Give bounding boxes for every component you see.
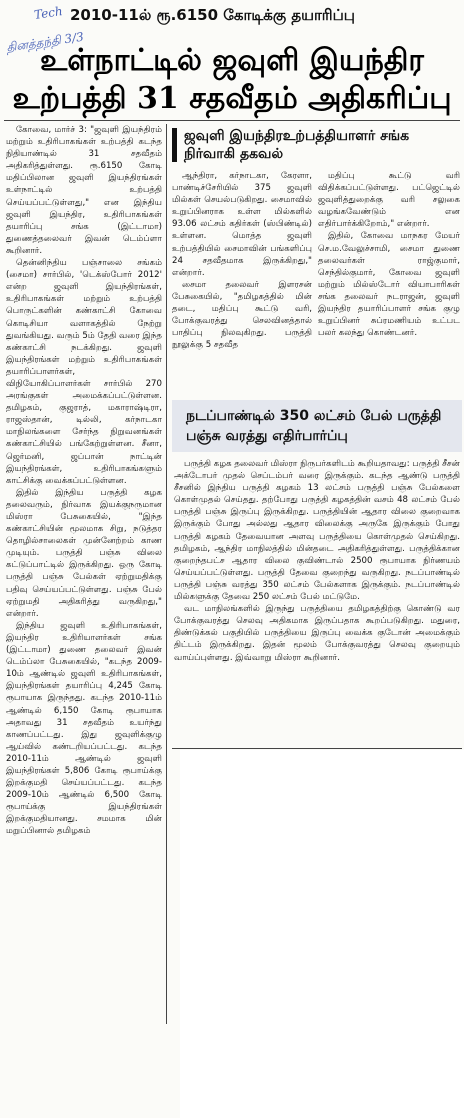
- article-paragraph: தென்னிந்திய பஞ்சாலை சங்கம் (சைமா) சார்பில், 'டெக்ஸ்போர் 2012' என்ற ஜவுளி இயந்திரங்கள், உதிரிபாகங்கள் மற்றும் உற்பத்தி பொருட்களின் கண்காட்சி கோவை கொடிசியா வளாகத்தில் நேற்று துவங்கியது. வரும் 5ம் தேதி வரை இந்த கண்காட்சி நடக்கிறது. ஜவுளி இயந்திரங்கள் மற்றும் உதிரிபாகங்கள் தயாரிப்பாளர்கள், விநியோகிப்பாளர்கள் சார்பில் 270 அரங்குகள் அமைக்கப்பட்டுள்ளன. தமிழகம், குஜராத், மகாராஷ்டிரா, ராஜஸ்தான், டில்லி, கர்நாடகா மாநிலங்களை சேர்ந்த நிறுவனங்கள் கண்காட்சியில் பங்கேற்றுள்ளன. சீனா, ஜெர்மனி, ஜப்பான் நாட்டின் இயந்திரங்கள், உதிரிபாகங்களும் காட்சிக்கு வைக்கப்பட்டுள்ளன.: [6, 258, 162, 486]
- pre-headline: 2010-11ல் ரூ.6150 கோடிக்கு தயாரிப்பு: [70, 6, 355, 24]
- article-paragraph: ஆந்திரா, கர்நாடகா, கேரளா, பாண்டிச்சேரியில் 375 ஜவுளி மில்கள் செயல்படுகிறது. சைமாவில் உறுப்பினராக உள்ள மில்களில் 93.06 லட்சம் கதிர்கள் (ஸ்பிண்டில்) உள்ளன. மொத்த ஜவுளி உற்பத்தியில் சைமாவின் பங்களிப்பு 24 சதவீதமாக இருக்கிறது," என்றார்.: [172, 171, 312, 278]
- headline-line-2: உற்பத்தி 31 சதவீதம் அதிகரிப்பு: [12, 81, 452, 116]
- headline-rule: [4, 120, 460, 121]
- article-column-2: [172, 170, 312, 396]
- subheadline-bar: [172, 128, 177, 162]
- handwritten-date-note: தினத்தந்தி 3/3: [5, 29, 85, 55]
- sidebar-box-headline: நடப்பாண்டில் 350 லட்சம் பேல் பருத்தி பஞ்சு வரத்து எதிர்பார்ப்பு: [186, 408, 442, 444]
- column-rule: [166, 124, 167, 1024]
- sidebar-box-body: [174, 458, 460, 748]
- article-paragraph: இந்திய ஜவுளி உதிரிபாகங்கள், இயந்திர உதிரியாளர்கள் சங்க (இட்டாமா) துணை தலைவர் இவன் டெம்ப்லா பேசுகையில், "கடந்த 2009-10ம் ஆண்டில் ஜவுளி உதிரிபாகங்கள், இயந்திரங்கள் தயாரிப்பு 4,245 கோடி ரூபாயாக இருந்தது. கடந்த 2010-11ம் ஆண்டில் 6,150 கோடி ரூபாயாக அதாவது 31 சதவீதம் உயர்ந்து காணப்பட்டது. இது ஜவுளிக்குழு ஆய்வில் கண்டறியப்பட்டது. கடந்த 2010-11ம் ஆண்டில் ஜவுளி இயந்திரங்கள் 5,806 கோடி ரூபாய்க்கு இறக்குமதி செய்யப்பட்டது. கடந்த 2009-10ம் ஆண்டில் 6,500 கோடி ரூபாய்க்கு இயந்திரங்கள் இறக்குமதியானது. சமமாக மின் மறுப்பினால் தமிழகம்: [6, 620, 162, 837]
- box-bottom-rule: [172, 748, 462, 749]
- article-paragraph: இதில் இந்திய பருத்தி கழக தலைவரும், நிர்வாக இயக்குநருமான மிஸ்ரா பேசுகையில், "இந்த கண்காட்சியின் மூலமாக சிறு, நடுத்தர தொழில்சாலைகள் முன்னேற்றம் காண முடியும். பருத்தி பஞ்சு விலை கட்டுப்பாட்டில் இருக்கிறது. ஒரு கோடி பருத்தி பஞ்சு பேல்கள் ஏற்றுமதிக்கு பதிவு செய்யப்பட்டுள்ளது. பஞ்சு பேல் ஏற்றுமதி அதிகரித்து வருகிறது," என்றார்.: [6, 487, 162, 619]
- handwritten-paper-note: Tech: [33, 4, 64, 22]
- article-column-3: [318, 170, 460, 396]
- article-column-1: [6, 124, 162, 1114]
- article-paragraph: கோவை, மார்ச் 3: "ஜவுளி இயந்திரம் மற்றும் உதிரிபாகங்கள் உற்பத்தி கடந்த நிதியாண்டில் 31 சதவீதம் அதிகரித்துள்ளது. ரூ.6150 கோடி மதிப்பிலான ஜவுளி இயந்திரங்கள் உள்நாட்டில் உற்பத்தி செய்யப்பட்டுள்ளது," என இந்திய ஜவுளி இயந்திர, உதிரிபாகங்கள் தயாரிப்பு சங்க (இட்டாமா) துணைத்தலைவர் இவன் டெம்ப்ளா கூறினார்.: [6, 125, 162, 256]
- article-paragraph: சைமா தலைவர் இளரசன் பேசுகையில், "தமிழகத்தில் மின் தடை, மதிப்பு கூட்டு வரி, போக்குவரத்து செலவினத்தால் பாதிப்பு நிலவுகிறது. பருத்தி நூலுக்கு 5 சதவீத: [172, 279, 312, 351]
- article-paragraph: மதிப்பு கூட்டு வரி விதிக்கப்பட்டுள்ளது. பட்ஜெட்டில் ஜவுளித்துறைக்கு வரி சலுகை வழங்கவேண்டும் என எதிர்பார்க்கிறோம்," என்றார்.: [318, 171, 460, 230]
- headline-line-1: உள்நாட்டில் ஜவுளி இயந்திர: [40, 43, 424, 78]
- article-paragraph: இதில், கோவை மாநகர மேயர் செ.ம.வேலுச்சாமி, சைமா துணை தலைவர்கள் ராஜ்குமார், செந்தில்குமார், கோவை ஜவுளி மற்றும் மில்ஸ்டோர் வியாபாரிகள் சங்க தலைவர் நடராஜன், ஜவுளி இயந்திர தயாரிப்பாளர் சங்க குழு உறுப்பினர் சுப்ரமணியம் உட்பட பலர் கலந்து கொண்டனர்.: [318, 231, 460, 339]
- subheadline: ஜவுளி இயந்திரஉற்பத்தியாளர் சங்க நிர்வாகி தகவல்: [184, 128, 410, 162]
- box-paragraph: பருத்தி கழக தலைவர் மிஸ்ரா நிருபர்களிடம் கூறியதாவது: பருத்தி சீசன் அக்டோபர் முதல் செப்டம்பர் வரை இருக்கும். கடந்த ஆண்டு பருத்தி சீசனில் இந்திய பருத்தி கழகம் 13 லட்சம் பருத்தி பஞ்சு பேல்களை கொள்முதல் செய்தது. தற்போது பருத்தி கழகத்தின் வசம் 48 லட்சம் பேல் பருத்தி பஞ்சு இருப்பு இருக்கிறது. பருத்தியின் ஆதார விலை குறைவாக இருக்கும் போது அல்லது ஆதார விலைக்கு அருகே இருக்கும் போது பருத்தி கழகம் தேவையான அளவு பருத்தியை கொள்முதல் செய்கிறது. தமிழகம், ஆந்திர மாநிலத்தில் மின்தடை அதிகரித்துள்ளது. பருத்திக்கான குறைந்தபட்ச ஆதார விலை குவிண்டால் 2500 ரூபாயாக நிர்ணயம் செய்யப்பட்டுள்ளது. பருத்தி தேவை குறைந்து வருகிறது. நடப்பாண்டில் பருத்தி பஞ்சு வரத்து 350 லட்சம் பேல்களாக இருக்கும். நடப்பாண்டில் மில்களுக்கு தேவை 250 லட்சம் பேல் மட்டுமே.: [174, 459, 460, 603]
- blank-torn-area: [180, 750, 464, 1120]
- box-paragraph: வட மாநிலங்களில் இருந்து பருத்தியை தமிழகத்திற்கு கொண்டு வர போக்குவரத்து செலவு அதிகமாக இருப்பதாக கூறப்படுகிறது. மதுரை, திண்டுக்கல் பகுதியில் பருத்தியை இருப்பு வைக்க குடோன் அமைக்கும் திட்டம் இருக்கிறது. இதன் மூலம் போக்குவரத்து செலவு குறையும் வாய்ப்புள்ளது. இவ்வாறு மிஸ்ரா கூறினார்.: [174, 604, 460, 663]
